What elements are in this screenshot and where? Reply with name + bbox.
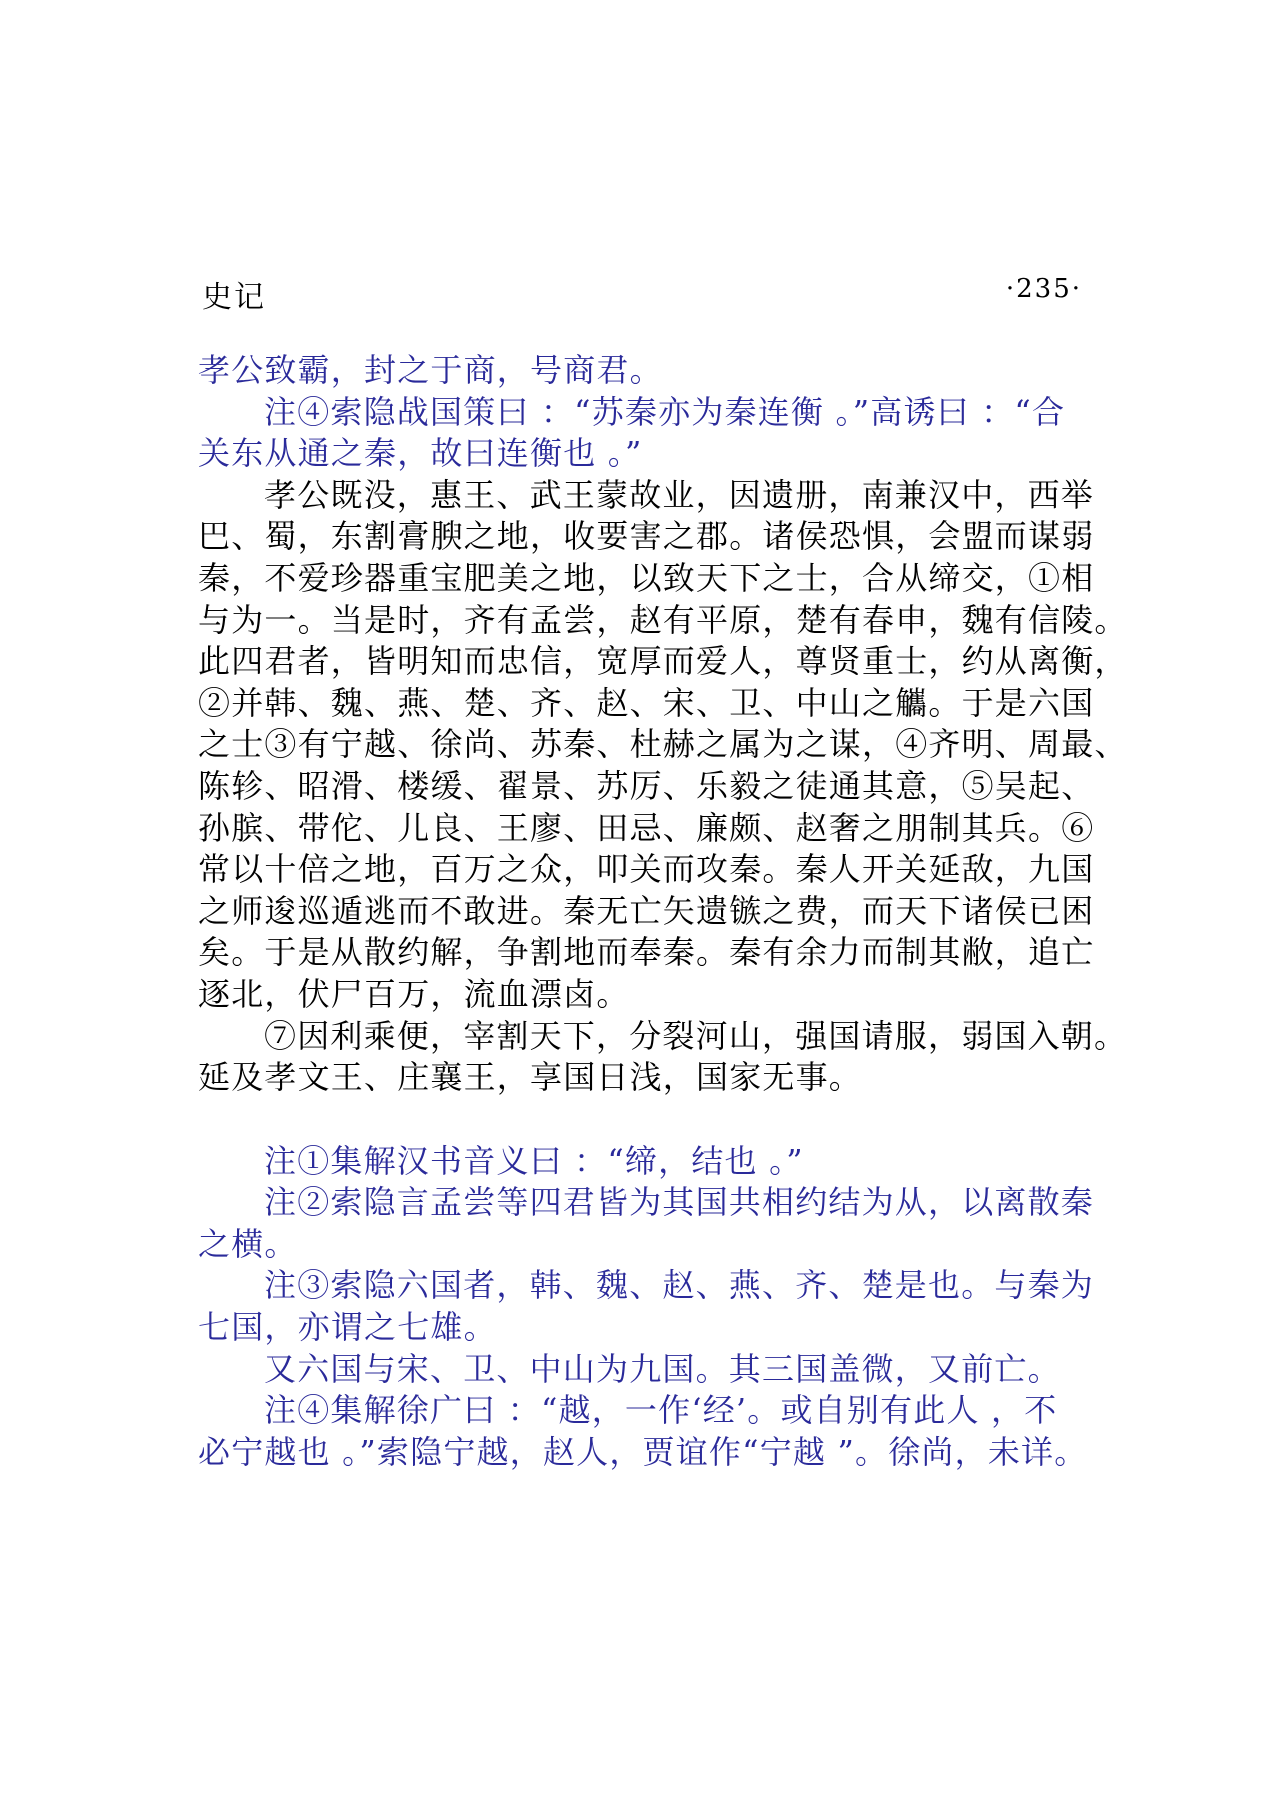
text-line: 逐北，伏尸百万，流血漂卤。 — [198, 974, 630, 1013]
running-title: 史记 — [202, 280, 266, 315]
annotation-line: 注④索隐战国策曰 ：“苏秦亦为秦连衡 。”高诱曰 ：“合 — [264, 392, 1066, 431]
annotation-line: 又六国与宋、卫、中山为九国。其三国盖微，又前亡。 — [264, 1349, 1061, 1388]
text-line: 之师逡巡遁逃而不敢进。秦无亡矢遗镞之费，而天下诸侯已困 — [198, 891, 1095, 930]
paragraph-gap — [198, 1099, 1108, 1141]
annotation-line: 注③索隐六国者，韩、魏、赵、燕、齐、楚是也。与秦为 — [264, 1266, 1095, 1305]
text-line: 孝公既没，惠王、武王蒙故业，因遗册，南兼汉中，西举 — [264, 475, 1095, 514]
annotation-line: 必宁越也 。”索隐宁越，赵人，贾谊作“宁越 ”。徐尚，未详。 — [198, 1432, 1088, 1471]
annotation-line: 之横。 — [198, 1224, 298, 1263]
text-line: 陈轸、昭滑、楼缓、翟景、苏厉、乐毅之徒通其意，⑤吴起、 — [198, 766, 1095, 805]
annotation-line: 注②索隐言孟尝等四君皆为其国共相约结为从，以离散秦 — [264, 1183, 1095, 1222]
text-line: 秦，不爱珍器重宝肥美之地，以致天下之士，合从缔交，①相 — [198, 558, 1095, 597]
text-line: 与为一。当是时，齐有孟尝，赵有平原，楚有春申，魏有信陵。 — [198, 600, 1128, 639]
text-line: 此四君者，皆明知而忠信，宽厚而爱人，尊贤重士，约从离衡， — [198, 642, 1128, 681]
text-line: ②并韩、魏、燕、楚、齐、赵、宋、卫、中山之觿。于是六国 — [198, 683, 1095, 722]
body-text — [198, 350, 1128, 1473]
annotation-line: 七国，亦谓之七雄。 — [198, 1308, 497, 1347]
text-line: ⑦因利乘便，宰割天下，分裂河山，强国请服，弱国入朝。 — [264, 1016, 1128, 1055]
text-line: 巴、蜀，东割膏腴之地，收要害之郡。诸侯恐惧，会盟而谋弱 — [198, 517, 1095, 556]
text-line: 之士③有宁越、徐尚、苏秦、杜赫之属为之谋，④齐明、周最、 — [198, 725, 1128, 764]
page-number: ·235· — [1005, 274, 1082, 304]
annotation-line: 注④集解徐广曰 ：“越，一作‘经’。或自别有此人 ，不 — [264, 1391, 1058, 1430]
text-line: 孙膑、带佗、儿良、王廖、田忌、廉颇、赵奢之朋制其兵。⑥ — [198, 808, 1095, 847]
annotation-line: 注①集解汉书音义曰 ：“缔，结也 。” — [264, 1141, 804, 1180]
text-line: 矣。于是从散约解，争割地而奉秦。秦有余力而制其敝，追亡 — [198, 933, 1095, 972]
text-line: 常以十倍之地，百万之众，叩关而攻秦。秦人开关延敌，九国 — [198, 850, 1095, 889]
page-header — [202, 272, 1082, 315]
annotation-line: 关东从通之秦，故曰连衡也 。” — [198, 434, 643, 473]
annotation-line: 孝公致霸，封之于商，号商君。 — [198, 351, 663, 389]
text-line: 延及孝文王、庄襄王，享国日浅，国家无事。 — [198, 1058, 863, 1097]
